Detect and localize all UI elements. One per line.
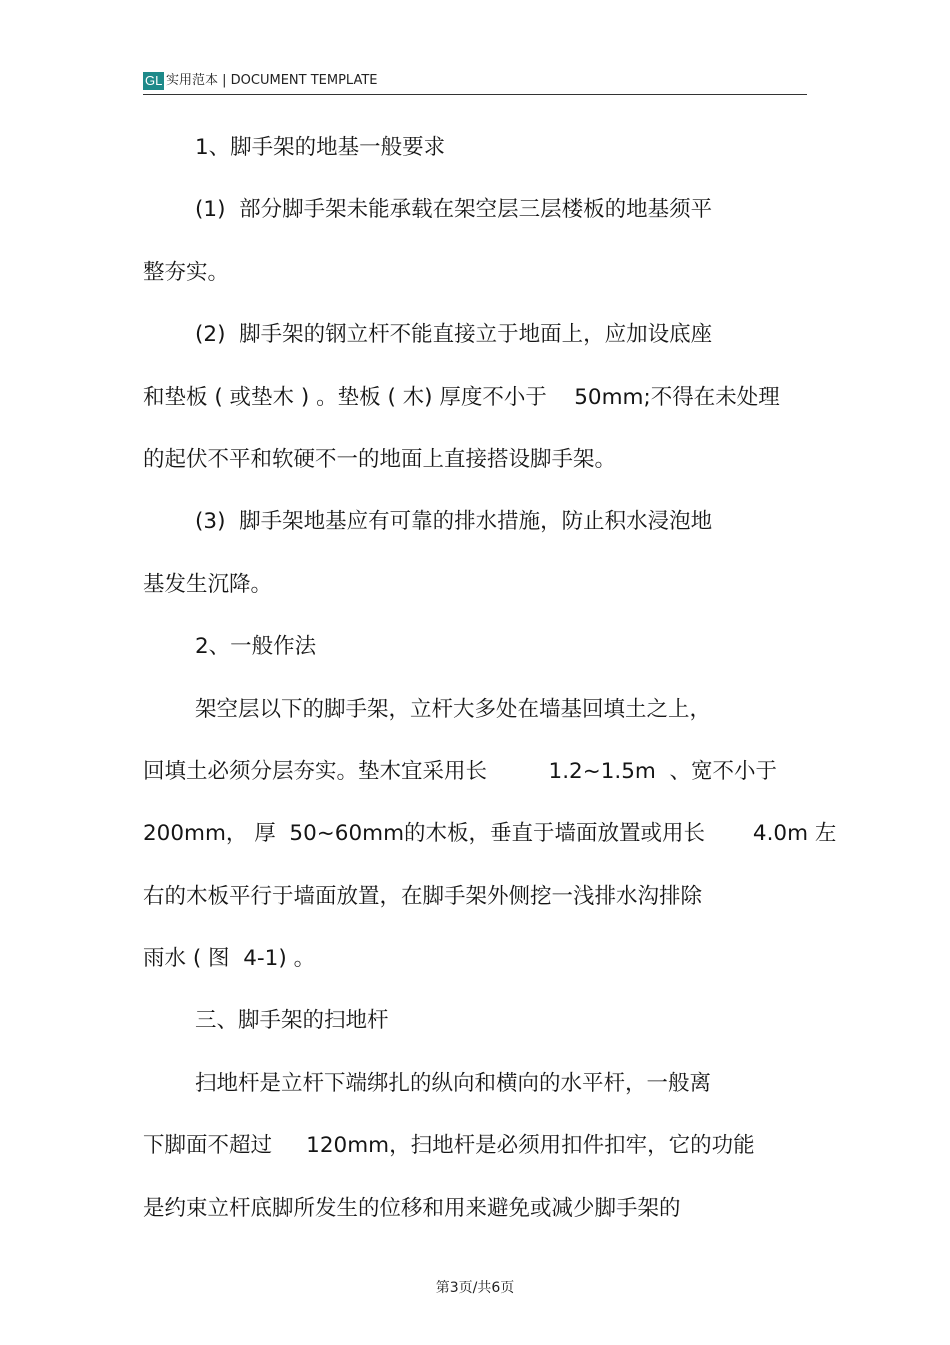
paragraph-line: 整夯实。 xyxy=(143,259,230,285)
paragraph-line: 下脚面不超过 120mm，扫地杆是必须用扣件扣牢，它的功能 xyxy=(143,1133,755,1159)
paragraph-line: 扫地杆是立杆下端绑扎的纵向和横向的水平杆，一般离 xyxy=(195,1070,712,1096)
paragraph-line: 雨水 ( 图 4-1) 。 xyxy=(143,946,316,972)
paragraph-line: 架空层以下的脚手架，立杆大多处在墙基回填土之上， xyxy=(195,696,712,722)
paragraph-line: 的起伏不平和软硬不一的地面上直接搭设脚手架。 xyxy=(143,446,617,472)
header-title: 实用范本 | DOCUMENT TEMPLATE xyxy=(166,73,378,88)
paragraph-line: 基发生沉降。 xyxy=(143,571,273,597)
page-header xyxy=(143,70,807,95)
document-body xyxy=(143,117,837,1240)
section-heading-1: 1、脚手架的地基一般要求 xyxy=(195,135,446,160)
paragraph-line: (1) 部分脚手架未能承载在架空层三层楼板的地基须平 xyxy=(195,197,713,223)
page-number: 第3页/共6页 xyxy=(435,1280,515,1296)
section-heading-2: 2、一般作法 xyxy=(195,634,317,660)
paragraph-line: 200mm， 厚 50~60mm的木板，垂直于墙面放置或用长 4.0m 左 xyxy=(143,821,837,847)
paragraph-line: 是约束立杆底脚所发生的位移和用来避免或减少脚手架的 xyxy=(143,1195,681,1221)
paragraph-line: 右的木板平行于墙面放置，在脚手架外侧挖一浅排水沟排除 xyxy=(143,883,703,909)
paragraph-line: (2) 脚手架的钢立杆不能直接立于地面上，应加设底座 xyxy=(195,322,713,348)
gl-logo: GL xyxy=(145,73,163,88)
section-heading-3: 三、脚手架的扫地杆 xyxy=(195,1008,389,1034)
paragraph-line: 回填土必须分层夯实。垫木宜采用长 1.2~1.5m 、宽不小于 xyxy=(143,758,778,784)
paragraph-line: (3) 脚手架地基应有可靠的排水措施，防止积水浸泡地 xyxy=(195,509,713,535)
paragraph-line: 和垫板 ( 或垫木 ) 。垫板 ( 木) 厚度不小于 50mm;不得在未处理 xyxy=(143,384,780,410)
